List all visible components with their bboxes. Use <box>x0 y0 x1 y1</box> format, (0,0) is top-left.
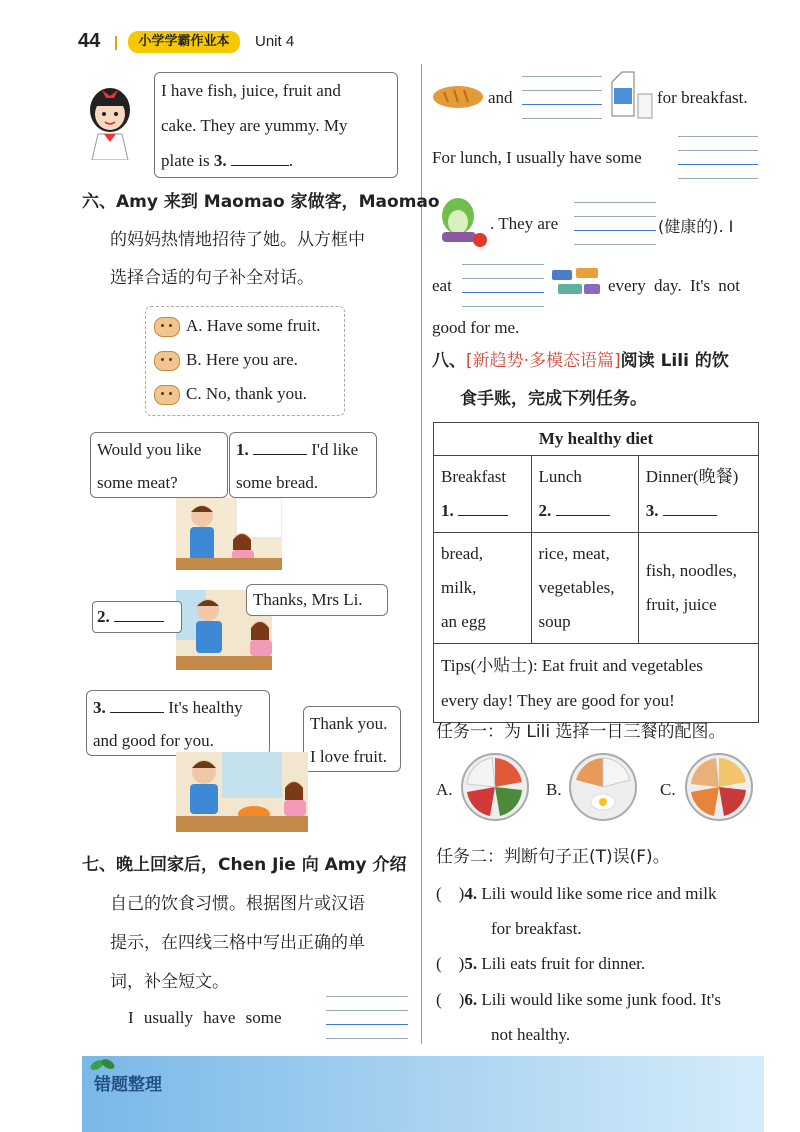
and-text: and <box>488 88 513 107</box>
dialog2-answer-box <box>92 601 182 633</box>
q4-line2: for breakfast. <box>491 919 582 938</box>
plate-c-label[interactable]: C. <box>660 780 676 799</box>
section-7-title-line4: 词，补全短文。 <box>110 972 229 992</box>
healthy-hint-text: (健康的). I <box>658 217 734 236</box>
q5-text: Lili eats fruit for dinner. <box>481 954 646 973</box>
breakfast-header: Breakfast <box>441 467 507 486</box>
cat-face-icon <box>154 385 180 405</box>
answer-paren-5[interactable]: ( ) <box>436 954 465 973</box>
bubble-blank-num: 3. <box>213 151 227 170</box>
task-2-title: 任务二：判断句子正(T)误(F)。 <box>436 847 670 867</box>
dinner-food-2: fruit, juice <box>645 595 717 614</box>
breakfast-header-cell <box>434 456 532 533</box>
section-7-title <box>82 846 407 1002</box>
unit-label: Unit 4 <box>255 33 295 50</box>
cat-face-icon <box>154 351 180 371</box>
dialog3-scene-illustration <box>176 752 308 832</box>
dialog3-reply-line2: I love fruit. <box>310 747 387 766</box>
bubble-line-1: I have fish, juice, fruit and <box>161 81 341 100</box>
dialog1-answer-line1 <box>236 433 370 466</box>
dialog1-answer-line2: some bread. <box>236 473 319 492</box>
breakfast-food-3: an egg <box>441 612 486 631</box>
candy-icon <box>548 266 604 300</box>
girl-speech-bubble <box>154 72 398 178</box>
q6-line2: not healthy. <box>491 1025 571 1044</box>
breakfast-blank[interactable] <box>458 515 508 516</box>
q6-line1: Lili would like some junk food. It's <box>481 990 721 1009</box>
header-divider <box>115 36 117 50</box>
section-8-title-line1 <box>432 342 729 380</box>
section-8-prefix: 八、 <box>432 351 466 371</box>
lunch-header-cell <box>531 456 638 533</box>
bubble-line-3: plate is 3. . <box>161 151 294 170</box>
q6-num: 6. <box>464 990 478 1009</box>
page-number: 44 <box>78 30 101 52</box>
breakfast-num-row <box>441 494 524 528</box>
lunch-food-1: rice, meat, <box>538 544 610 563</box>
question-4 <box>436 876 716 946</box>
section-7-start-text: I usually have some <box>128 1008 282 1027</box>
they-are-text: . They are <box>490 214 559 233</box>
question-6 <box>436 982 721 1052</box>
eat-text: eat <box>432 276 452 295</box>
dialog1-num: 1. <box>236 440 249 459</box>
four-line-blank-4[interactable] <box>574 202 656 246</box>
section-8-title-line2: 食手账，完成下列任务。 <box>460 389 647 409</box>
section-7-title-line1: 七、晚上回家后，Chen Jie 向 Amy 介绍 <box>82 855 407 875</box>
option-b <box>154 343 344 377</box>
question-5 <box>436 946 645 981</box>
option-b-text: B. Here you are. <box>186 350 298 369</box>
q5-num: 5. <box>464 954 478 973</box>
dialog2-blank[interactable] <box>114 621 164 622</box>
four-line-blank-3[interactable] <box>678 136 758 180</box>
option-c-text: C. No, thank you. <box>186 384 307 403</box>
answer-blank[interactable] <box>231 165 289 166</box>
tips-cell <box>434 644 759 723</box>
breakfast-food-1: bread, <box>441 544 484 563</box>
dialog1-answer-bubble <box>229 432 377 498</box>
lunch-foods <box>531 533 638 644</box>
lunch-food-2: vegetables, <box>538 578 615 597</box>
breakfast-food-2: milk, <box>441 578 477 597</box>
four-line-blank-5[interactable] <box>462 264 544 308</box>
answer-paren-4[interactable]: ( ) <box>436 884 465 903</box>
dialog2-reply-text: Thanks, Mrs Li. <box>253 590 363 609</box>
brand-badge: 小学学霸作业本 <box>128 31 240 53</box>
section-7-title-line2: 自己的饮食习惯。根据图片或汉语 <box>110 894 365 914</box>
plate-a-image[interactable] <box>460 752 530 822</box>
dialog2-reply-bubble <box>246 584 388 616</box>
section-6-title-line3: 选择合适的句子补全对话。 <box>110 268 314 288</box>
dialog3-reply-bubble <box>303 706 401 772</box>
section-6-title-line2: 的妈妈热情地招待了她。从方框中 <box>110 230 365 250</box>
dinner-food-1: fish, noodles, <box>645 561 737 580</box>
dinner-header: Dinner(晚餐) <box>645 467 739 486</box>
section-7-title-line3: 提示，在四线三格中写出正确的单 <box>110 933 365 953</box>
lunch-num-row <box>539 494 631 528</box>
lunch-header: Lunch <box>538 467 582 486</box>
diet-table <box>433 422 759 723</box>
section-6-title <box>82 183 440 297</box>
mistake-notes-title: 错题整理 <box>94 1075 162 1095</box>
option-c <box>154 377 344 411</box>
dialog1-question-line1: Would you like <box>97 440 202 459</box>
section-6-title-line1: 六、Amy 来到 Maomao 家做客，Maomao <box>82 192 440 212</box>
section-8-tag: [新趋势·多模态语篇] <box>466 351 621 371</box>
cat-face-icon <box>154 317 180 337</box>
mistake-notes-banner <box>82 1056 764 1132</box>
dialog1-question-line2: some meat? <box>97 473 178 492</box>
bubble-line-3-prefix: plate is <box>161 151 214 170</box>
milk-icon <box>608 70 654 122</box>
section-8-title <box>432 342 729 418</box>
dialog3-bubble <box>86 690 270 756</box>
section-8-title-rest: 阅读 Lili 的饮 <box>620 351 729 371</box>
diet-table-title: My healthy diet <box>434 423 759 456</box>
for-breakfast-text: for breakfast. <box>657 88 748 107</box>
lunch-blank[interactable] <box>556 515 610 516</box>
dialog1-blank[interactable] <box>253 454 307 455</box>
plate-b-label[interactable]: B. <box>546 780 562 799</box>
dialog3-reply-line1: Thank you. <box>310 714 388 733</box>
girl-illustration <box>84 84 136 160</box>
lunch-food-3: soup <box>538 612 571 631</box>
tips-line2: every day! They are good for you! <box>441 691 675 710</box>
options-box <box>145 306 345 416</box>
dinner-header-cell <box>638 456 758 533</box>
tips-line1: Tips(小贴士): Eat fruit and vegetables <box>441 656 703 675</box>
dialog2-num: 2. <box>97 607 110 626</box>
task-1-title: 任务一：为 Lili 选择一日三餐的配图。 <box>436 722 726 742</box>
plate-a-label[interactable]: A. <box>436 780 453 799</box>
dialog1-question-bubble <box>90 432 228 498</box>
dinner-num: 3. <box>645 501 659 520</box>
lunch-num: 2. <box>538 501 552 520</box>
breakfast-num: 1. <box>441 501 454 520</box>
dialog3-line2: and good for you. <box>93 731 214 750</box>
plate-b-image[interactable] <box>568 752 638 822</box>
for-lunch-text: For lunch, I usually have some <box>432 148 642 167</box>
dinner-blank[interactable] <box>663 515 717 516</box>
option-a-text: A. Have some fruit. <box>186 316 321 335</box>
dialog3-num: 3. <box>93 698 106 717</box>
four-line-blank-1[interactable] <box>326 996 408 1040</box>
vegetables-icon <box>436 194 488 252</box>
dialog3-blank[interactable] <box>110 712 164 713</box>
answer-paren-6[interactable]: ( ) <box>436 990 465 1009</box>
dinner-num-row <box>646 494 751 528</box>
dialog1-scene-illustration <box>176 498 282 570</box>
dialog3-line1 <box>93 691 263 724</box>
option-a <box>154 309 344 343</box>
good-for-me-text: good for me. <box>432 318 520 337</box>
bread-icon <box>432 84 484 110</box>
every-day-text: every day. It's not <box>608 276 740 295</box>
bubble-line-2: cake. They are yummy. My <box>161 116 348 135</box>
q4-num: 4. <box>464 884 478 903</box>
breakfast-foods <box>434 533 532 644</box>
dialog1-answer-rest: I'd like <box>311 440 359 459</box>
dinner-foods <box>638 533 758 644</box>
dialog3-rest: It's healthy <box>168 698 243 717</box>
four-line-blank-2[interactable] <box>522 76 602 120</box>
plate-c-image[interactable] <box>684 752 754 822</box>
q4-line1: Lili would like some rice and milk <box>481 884 717 903</box>
